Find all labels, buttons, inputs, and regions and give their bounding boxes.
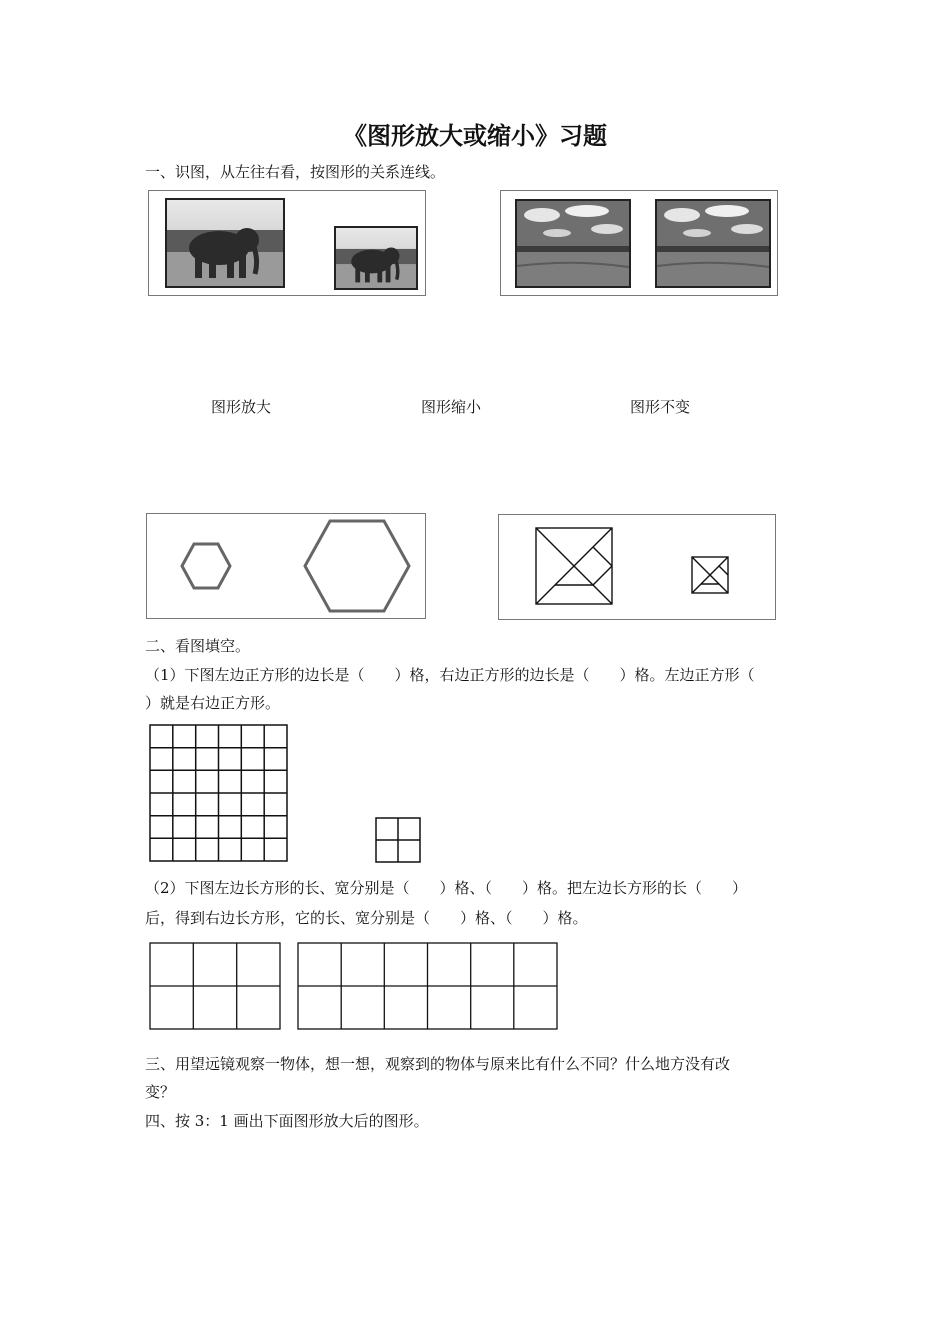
q3-line1: 三、用望远镜观察一物体，想一想，观察到的物体与原来比有什么不同？什么地方没有改 <box>145 1055 731 1073</box>
q3-line2: 变？ <box>145 1083 176 1101</box>
left-rectangle-grid <box>148 941 282 1031</box>
landscape-right-image <box>655 199 771 288</box>
hexagon-figures <box>147 514 425 618</box>
landscape-panel <box>500 190 778 296</box>
elephant-panel <box>148 190 426 296</box>
right-rectangle-grid <box>296 941 559 1031</box>
hexagon-panel <box>146 513 426 619</box>
option-enlarge[interactable]: 图形放大 <box>211 398 272 416</box>
landscape-left-image <box>515 199 631 288</box>
tangram-figures <box>499 515 775 619</box>
q2-p2-line1: （2）下图左边长方形的长、宽分别是（ ）格、（ ）格。把左边长方形的长（ ） <box>145 879 748 897</box>
q2-heading: 二、看图填空。 <box>145 637 251 655</box>
tangram-panel <box>498 514 776 620</box>
elephant-large-image <box>165 198 285 288</box>
q2-p1-line2: ）就是右边正方形。 <box>145 694 281 712</box>
q4-heading: 四、按 3：1 画出下面图形放大后的图形。 <box>145 1112 429 1130</box>
q2-p2-line2: 后，得到右边长方形，它的长、宽分别是（ ）格、（ ）格。 <box>145 909 588 927</box>
q1-heading: 一、识图，从左往右看，按图形的关系连线。 <box>145 163 446 181</box>
option-unchanged[interactable]: 图形不变 <box>630 398 691 416</box>
page-title: 《图形放大或缩小》习题 <box>343 122 607 150</box>
large-square-grid <box>148 723 290 863</box>
q2-p1-line1: （1）下图左边正方形的边长是（ ）格，右边正方形的边长是（ ）格。左边正方形（ <box>145 666 755 684</box>
option-shrink[interactable]: 图形缩小 <box>421 398 482 416</box>
elephant-small-image <box>334 226 418 290</box>
small-square-grid <box>374 816 422 864</box>
